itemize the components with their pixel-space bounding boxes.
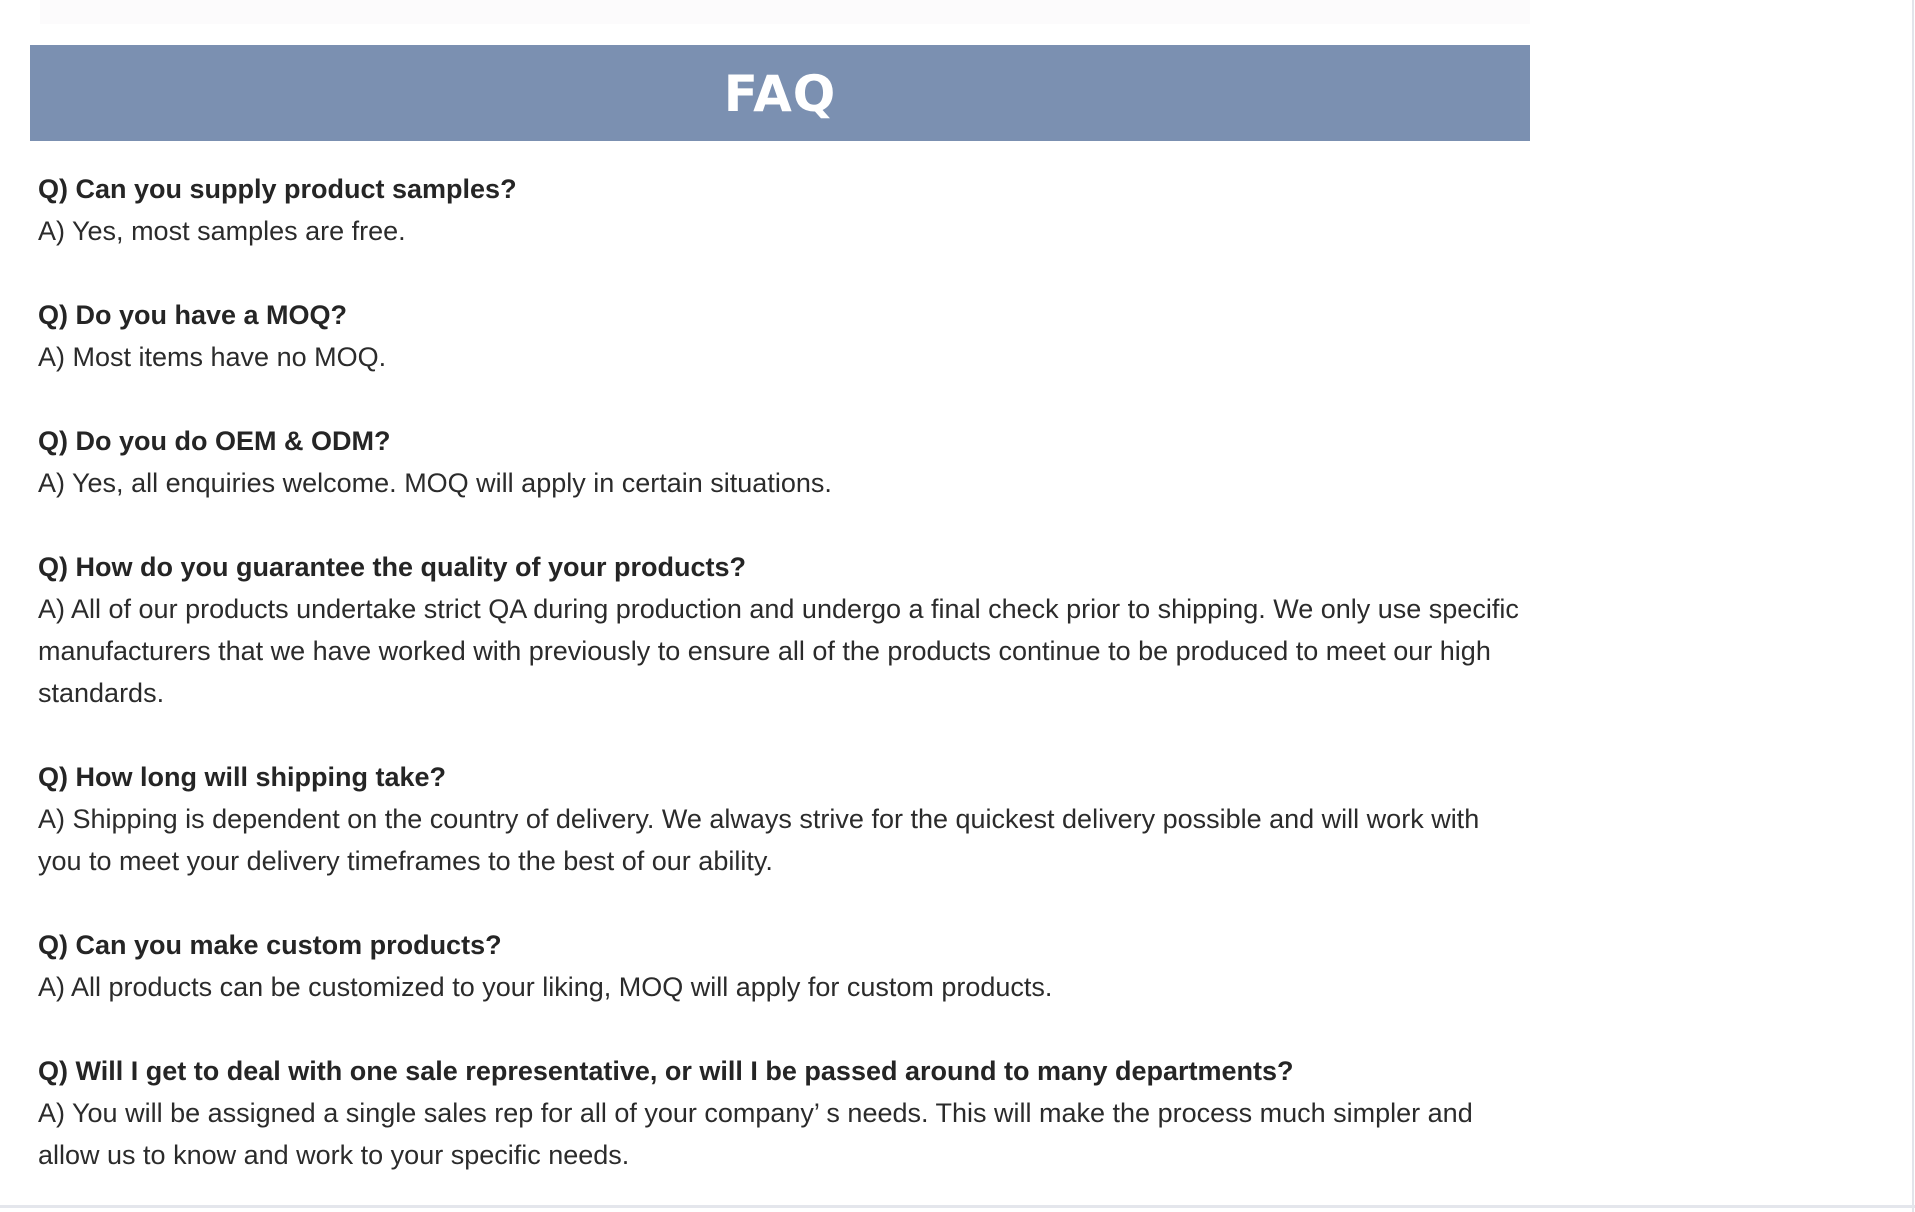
faq-item <box>38 168 1528 252</box>
faq-answer: A) Yes, all enquiries welcome. MOQ will apply in certain situations. <box>38 468 832 498</box>
faq-answer: A) All products can be customized to your liking, MOQ will apply for custom products. <box>38 972 1053 1002</box>
faq-answer: A) You will be assigned a single sales rep for all of your company’ s needs. This will make the process much simpler and allow us to know and work to your specific needs. <box>38 1098 1473 1170</box>
faq-answer: A) Shipping is dependent on the country of delivery. We always strive for the quickest delivery possible and will work with you to meet your delivery timeframes to the best of our ability. <box>38 804 1480 876</box>
faq-question: Q) Can you supply product samples? <box>38 174 517 204</box>
faq-question: Q) Do you have a MOQ? <box>38 300 348 330</box>
bottom-divider <box>0 1205 1915 1208</box>
faq-answer: A) All of our products undertake strict QA during production and undergo a final check prior to shipping. We only use specific manufacturers that we have worked with previously to ensure all of the products continue to be produced to meet our high standards. <box>38 594 1519 708</box>
faq-item <box>38 924 1528 1008</box>
faq-answer: A) Most items have no MOQ. <box>38 342 387 372</box>
faq-question: Q) Will I get to deal with one sale representative, or will I be passed around to many departments? <box>38 1056 1294 1086</box>
faq-answer: A) Yes, most samples are free. <box>38 216 406 246</box>
faq-title: FAQ <box>723 65 837 123</box>
faq-header-banner <box>30 45 1530 141</box>
faq-question: Q) How do you guarantee the quality of your products? <box>38 552 747 582</box>
scroll-edge-divider <box>1912 0 1914 1212</box>
faq-item <box>38 294 1528 378</box>
faq-item <box>38 756 1528 882</box>
faq-item <box>38 1050 1528 1176</box>
faq-item <box>38 420 1528 504</box>
top-strip <box>40 0 1530 24</box>
faq-item <box>38 546 1528 714</box>
faq-question: Q) Can you make custom products? <box>38 930 502 960</box>
faq-question: Q) Do you do OEM & ODM? <box>38 426 391 456</box>
faq-question: Q) How long will shipping take? <box>38 762 446 792</box>
faq-list <box>38 168 1528 1212</box>
